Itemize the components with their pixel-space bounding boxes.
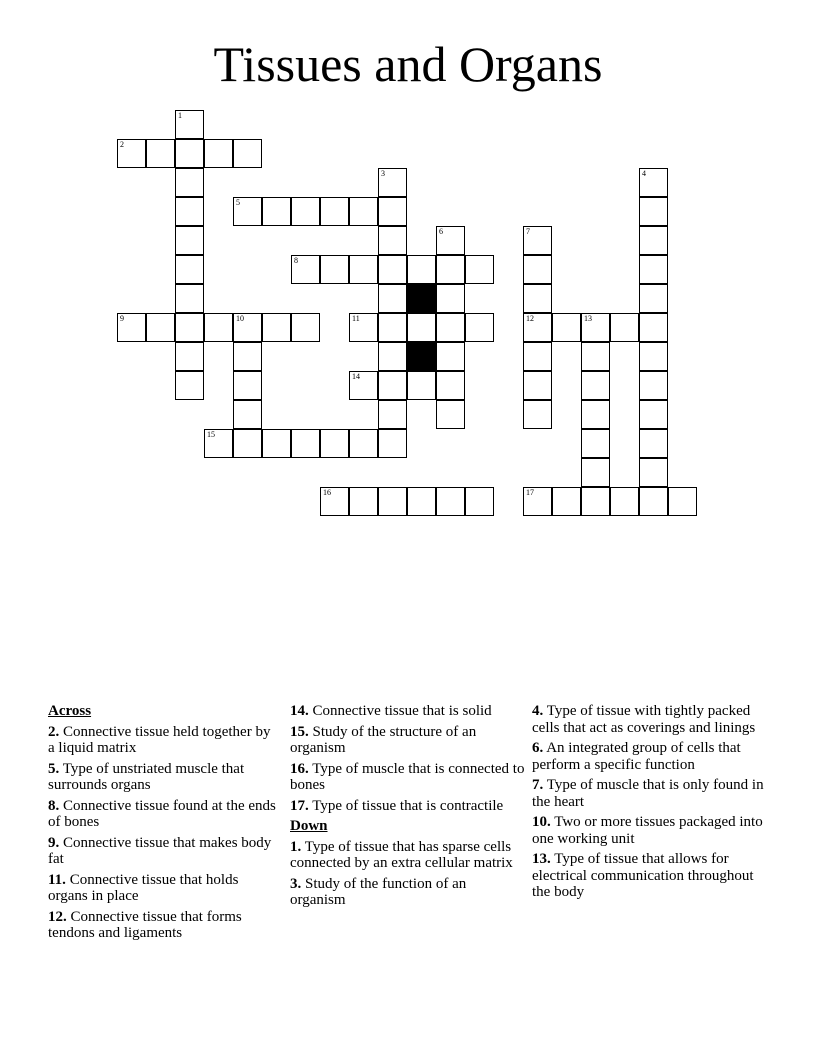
clue-down-1: 1. Type of tissue that has sparse cells connected by an extra cellular matrix xyxy=(290,838,513,871)
grid-cell[interactable] xyxy=(639,371,668,400)
black-square xyxy=(407,342,436,371)
clue-down-6: 6. An integrated group of cells that perform a specific function xyxy=(532,740,741,773)
clue-across-14: 14. Connective tissue that is solid xyxy=(290,703,492,719)
grid-cell[interactable] xyxy=(523,284,552,313)
grid-cell[interactable] xyxy=(291,197,320,226)
clue-number: 3 xyxy=(381,169,385,178)
grid-cell[interactable] xyxy=(320,487,349,516)
clue-number: 8 xyxy=(294,256,298,265)
grid-cell[interactable] xyxy=(204,429,233,458)
clue-across-12: 12. Connective tissue that forms tendons and ligaments xyxy=(48,908,242,941)
grid-cell[interactable] xyxy=(378,371,407,400)
clue-across-17: 17. Type of tissue that is contractile xyxy=(290,797,504,814)
grid-cell[interactable] xyxy=(378,226,407,255)
grid-cell[interactable] xyxy=(436,226,465,255)
grid-cell[interactable] xyxy=(465,487,494,516)
grid-cell[interactable] xyxy=(291,429,320,458)
grid-cell[interactable] xyxy=(436,313,465,342)
grid-cell[interactable] xyxy=(581,313,610,342)
grid-cell[interactable] xyxy=(233,429,262,458)
grid-cell[interactable] xyxy=(639,197,668,226)
grid-cell[interactable] xyxy=(378,400,407,429)
grid-cell[interactable] xyxy=(552,313,581,342)
clue-down-13: 13. Type of tissue that allows for electrical communication throughout the body xyxy=(532,851,754,900)
grid-cell[interactable] xyxy=(291,255,320,284)
clue-number: 1 xyxy=(178,111,182,120)
grid-cell[interactable] xyxy=(436,255,465,284)
grid-cell[interactable] xyxy=(146,139,175,168)
clue-number: 4 xyxy=(642,169,646,178)
page-title: Tissues and Organs xyxy=(213,36,603,92)
grid-cell[interactable] xyxy=(349,197,378,226)
across-heading: Across xyxy=(48,703,92,719)
grid-cell[interactable] xyxy=(523,313,552,342)
grid-cell[interactable] xyxy=(175,226,204,255)
clue-number: 12 xyxy=(526,314,534,323)
grid-cell[interactable] xyxy=(349,313,378,342)
grid-cell[interactable] xyxy=(349,371,378,400)
grid-cell[interactable] xyxy=(523,487,552,516)
grid-cell[interactable] xyxy=(639,284,668,313)
grid-cell[interactable] xyxy=(610,487,639,516)
grid-cell[interactable] xyxy=(378,168,407,197)
grid-cell[interactable] xyxy=(175,255,204,284)
clue-number: 7 xyxy=(526,227,530,236)
grid-cell[interactable] xyxy=(378,342,407,371)
grid-cell[interactable] xyxy=(639,429,668,458)
grid-cell[interactable] xyxy=(523,371,552,400)
clues-column-2 xyxy=(290,703,525,913)
clue-number: 13 xyxy=(584,314,592,323)
grid-cell[interactable] xyxy=(175,197,204,226)
grid-cell[interactable] xyxy=(378,487,407,516)
grid-cell[interactable] xyxy=(175,313,204,342)
grid-cell[interactable] xyxy=(175,371,204,400)
black-square xyxy=(407,284,436,313)
grid-cell[interactable] xyxy=(378,429,407,458)
grid-cell[interactable] xyxy=(581,429,610,458)
grid-cell[interactable] xyxy=(349,429,378,458)
grid-cell[interactable] xyxy=(233,400,262,429)
clue-number: 5 xyxy=(236,198,240,207)
grid-cell[interactable] xyxy=(233,342,262,371)
grid-cell[interactable] xyxy=(262,313,291,342)
clue-down-3: 3. Study of the function of an organism xyxy=(290,875,467,908)
grid-cell[interactable] xyxy=(204,313,233,342)
grid-cell[interactable] xyxy=(639,313,668,342)
clue-across-9: 9. Connective tissue that makes body fat xyxy=(48,834,272,867)
clue-down-4: 4. Type of tissue with tightly packed cells that act as coverings and linings xyxy=(532,703,756,736)
grid-cell[interactable] xyxy=(436,371,465,400)
clue-number: 10 xyxy=(236,314,244,323)
grid-cell[interactable] xyxy=(639,255,668,284)
grid-cell[interactable] xyxy=(465,313,494,342)
grid-cell[interactable] xyxy=(639,487,668,516)
grid-cell[interactable] xyxy=(175,342,204,371)
clue-number: 16 xyxy=(323,488,331,497)
grid-cell[interactable] xyxy=(668,487,697,516)
grid-cell[interactable] xyxy=(523,400,552,429)
clue-number: 2 xyxy=(120,140,124,149)
grid-cell[interactable] xyxy=(117,313,146,342)
grid-cell[interactable] xyxy=(175,110,204,139)
grid-cell[interactable] xyxy=(581,458,610,487)
grid-cell[interactable] xyxy=(523,255,552,284)
grid-cell[interactable] xyxy=(639,342,668,371)
grid-cell[interactable] xyxy=(436,284,465,313)
grid-cell[interactable] xyxy=(407,487,436,516)
grid-cell[interactable] xyxy=(146,313,175,342)
grid-cell[interactable] xyxy=(407,313,436,342)
grid-cell[interactable] xyxy=(407,255,436,284)
grid-cell[interactable] xyxy=(523,342,552,371)
grid-cell[interactable] xyxy=(175,139,204,168)
clue-number: 9 xyxy=(120,314,124,323)
clue-number: 14 xyxy=(352,372,360,381)
grid-cell[interactable] xyxy=(436,487,465,516)
grid-cell[interactable] xyxy=(378,197,407,226)
grid-cell[interactable] xyxy=(378,313,407,342)
grid-cell[interactable] xyxy=(233,197,262,226)
clue-across-5: 5. Type of unstriated muscle that surrounds organs xyxy=(48,760,245,793)
clue-number: 15 xyxy=(207,430,215,439)
clue-across-11: 11. Connective tissue that holds organs in place xyxy=(48,871,239,904)
clue-down-10: 10. Two or more tissues packaged into one working unit xyxy=(532,814,763,847)
grid-cell[interactable] xyxy=(320,197,349,226)
grid-cell[interactable] xyxy=(291,313,320,342)
grid-cell[interactable] xyxy=(639,458,668,487)
grid-cell[interactable] xyxy=(436,400,465,429)
grid-cell[interactable] xyxy=(175,284,204,313)
grid-cell[interactable] xyxy=(581,400,610,429)
grid-cell[interactable] xyxy=(639,226,668,255)
clue-down-7: 7. Type of muscle that is only found in the heart xyxy=(532,777,764,810)
grid-cell[interactable] xyxy=(233,371,262,400)
grid-cell[interactable] xyxy=(581,487,610,516)
grid-cell[interactable] xyxy=(117,139,146,168)
clue-across-15: 15. Study of the structure of an organism xyxy=(290,723,477,756)
grid-cell[interactable] xyxy=(349,255,378,284)
clue-across-8: 8. Connective tissue found at the ends of bones xyxy=(48,797,276,830)
grid-cell[interactable] xyxy=(436,342,465,371)
grid-cell[interactable] xyxy=(175,168,204,197)
grid-cell[interactable] xyxy=(407,371,436,400)
down-heading: Down xyxy=(290,818,328,834)
grid-cell[interactable] xyxy=(610,313,639,342)
clue-number: 11 xyxy=(352,314,360,323)
grid-cell[interactable] xyxy=(320,429,349,458)
grid-cell[interactable] xyxy=(552,487,581,516)
grid-cell[interactable] xyxy=(233,139,262,168)
grid-cell[interactable] xyxy=(465,255,494,284)
grid-cell[interactable] xyxy=(262,429,291,458)
grid-cell[interactable] xyxy=(581,342,610,371)
grid-cell[interactable] xyxy=(262,197,291,226)
grid-cell[interactable] xyxy=(204,139,233,168)
grid-cell[interactable] xyxy=(349,487,378,516)
grid-cell[interactable] xyxy=(581,371,610,400)
grid-cell[interactable] xyxy=(320,255,349,284)
clues-column-1 xyxy=(48,703,278,946)
grid-cell[interactable] xyxy=(523,226,552,255)
grid-cell[interactable] xyxy=(639,168,668,197)
clue-number: 6 xyxy=(439,227,443,236)
grid-cell[interactable] xyxy=(378,284,407,313)
clue-across-16: 16. Type of muscle that is connected to bones xyxy=(290,760,525,793)
clue-number: 17 xyxy=(526,488,534,497)
clue-across-2: 2. Connective tissue held together by a liquid matrix xyxy=(48,723,271,756)
clues-column-3 xyxy=(532,703,768,905)
grid-cell[interactable] xyxy=(639,400,668,429)
grid-cell[interactable] xyxy=(378,255,407,284)
grid-cell[interactable] xyxy=(233,313,262,342)
